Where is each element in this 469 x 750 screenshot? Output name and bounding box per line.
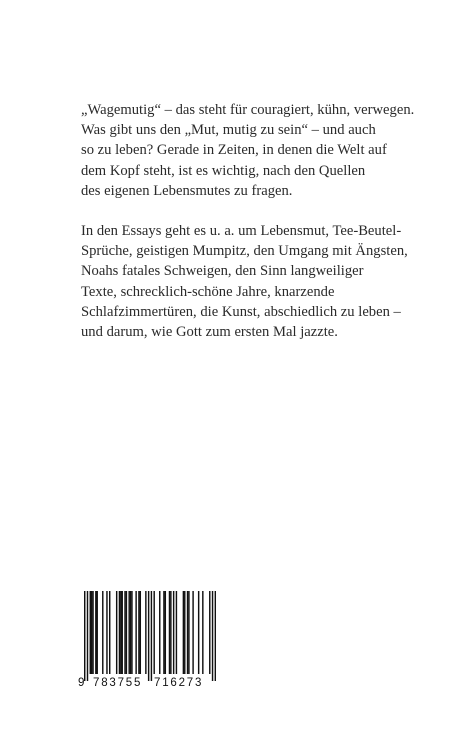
barcode-bar xyxy=(209,591,210,674)
barcode-bar xyxy=(135,591,136,674)
barcode-guard-bar xyxy=(151,591,152,681)
blurb-line: Schlafzimmertüren, die Kunst, abschiedlich zu leben – xyxy=(81,303,401,320)
barcode-bar xyxy=(163,591,164,674)
blurb-line: des eigenen Lebensmutes zu fragen. xyxy=(81,182,293,199)
barcode-bar xyxy=(192,591,193,674)
barcode-bar xyxy=(90,591,91,674)
barcode-bar xyxy=(183,591,184,674)
blurb-paragraph-1 xyxy=(81,100,415,201)
barcode-bar xyxy=(188,591,189,674)
barcode-bar xyxy=(176,591,177,674)
barcode-bar xyxy=(173,591,174,674)
blurb-line: dem Kopf steht, ist es wichtig, nach den Quellen xyxy=(81,162,366,179)
barcode-bar xyxy=(109,591,110,674)
barcode-bar xyxy=(198,591,199,674)
barcode-guard-bar xyxy=(87,591,88,681)
blurb-line: und darum, wie Gott zum ersten Mal jazzte. xyxy=(81,324,338,341)
barcode-bar xyxy=(202,591,203,674)
blurb-line: Texte, schrecklich-schöne Jahre, knarzende xyxy=(81,283,335,300)
barcode-bar xyxy=(95,591,96,674)
barcode-bar xyxy=(165,591,166,674)
blurb-line: Sprüche, geistigen Mumpitz, den Umgang mit Ängsten, xyxy=(81,243,408,260)
barcode-bar xyxy=(131,591,132,674)
barcode-guard-bar xyxy=(212,591,213,681)
barcode-bar xyxy=(124,591,125,674)
barcode-bar xyxy=(187,591,188,674)
barcode-guard-bar xyxy=(215,591,216,681)
barcode-guard-bar xyxy=(148,591,149,681)
barcode-guard-bar xyxy=(84,591,85,681)
blurb-line: In den Essays geht es u. a. um Lebensmut, Tee-Beutel- xyxy=(81,223,402,239)
blurb-line: Noahs fatales Schweigen, den Sinn langweiliger xyxy=(81,263,364,280)
barcode-bar xyxy=(128,591,129,674)
blurb-paragraph-2 xyxy=(81,221,408,342)
barcode-bar xyxy=(170,591,171,674)
barcode-bar xyxy=(169,591,170,674)
barcode-bar xyxy=(91,591,92,674)
barcode-bar xyxy=(116,591,117,674)
barcode-bar xyxy=(97,591,98,674)
blurb-line: „Wagemutig“ – das steht für couragiert, kühn, verwegen. xyxy=(81,102,415,118)
barcode-bar xyxy=(126,591,127,674)
barcode-right-digits: 716273 xyxy=(154,677,204,689)
blurb-line: Was gibt uns den „Mut, mutig zu sein“ – und auch xyxy=(81,122,376,139)
barcode-bar xyxy=(120,591,121,674)
barcode-bar xyxy=(145,591,146,674)
barcode-left-digits: 783755 xyxy=(93,677,143,689)
blurb-line: so zu leben? Gerade in Zeiten, in denen die Welt auf xyxy=(81,142,387,159)
barcode-bar xyxy=(92,591,93,674)
barcode-bar xyxy=(102,591,103,674)
barcode-bar xyxy=(159,591,160,674)
barcode-bar xyxy=(119,591,120,674)
barcode-bar xyxy=(106,591,107,674)
barcode-bar xyxy=(138,591,139,674)
barcode-bar xyxy=(122,591,123,674)
barcode-bar xyxy=(130,591,131,674)
barcode-bars xyxy=(84,591,216,681)
isbn-barcode xyxy=(78,591,216,697)
barcode-bar xyxy=(140,591,141,674)
barcode-first-digit: 9 xyxy=(78,677,85,689)
barcode-bar xyxy=(153,591,154,674)
barcode-bar xyxy=(184,591,185,674)
